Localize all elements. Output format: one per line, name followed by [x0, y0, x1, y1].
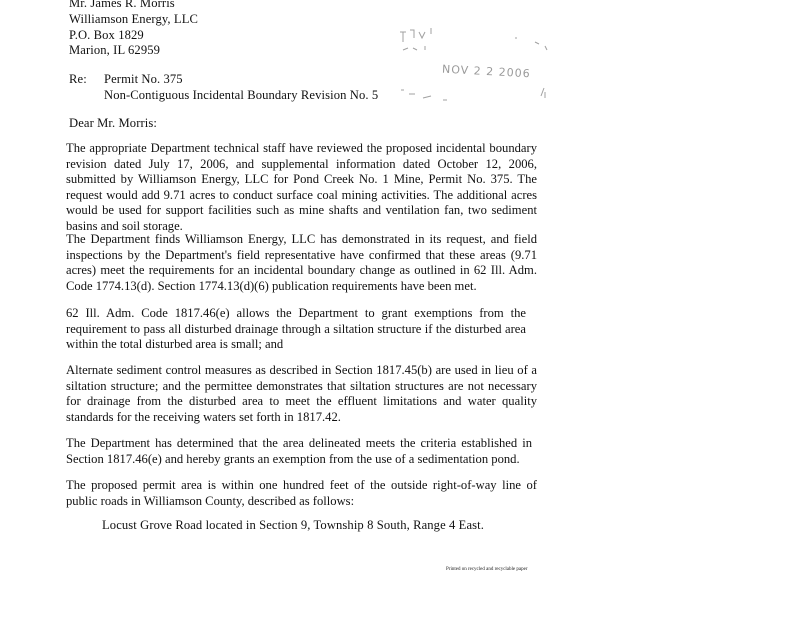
- paragraph-review: The appropriate Department technical staff have reviewed the proposed incidental boundary revision dated July 17, 2006, and supplemental information dated October 12, 2006, submitted by Williamson Energy, LLC for Pond Creek No. 1 Mine, Permit No. 375. The request would add 9.71 acres to conduct surface coal mining activities. The additional acres would be used for support facilities such as mine shafts and ventilation fan, two sediment basins and soil storage.: [66, 141, 537, 233]
- received-stamp: [395, 20, 560, 115]
- recipient-company: Williamson Energy, LLC: [69, 12, 199, 26]
- road-description: Locust Grove Road located in Section 9, Township 8 South, Range 4 East.: [102, 518, 484, 532]
- re-label: Re:: [69, 72, 87, 86]
- salutation: Dear Mr. Morris:: [69, 116, 157, 130]
- re-permit: Permit No. 375: [104, 72, 183, 86]
- paragraph-exemption-rule: 62 Ill. Adm. Code 1817.46(e) allows the Department to grant exemptions from the requirement to pass all disturbed drainage through a siltation structure if the disturbed area within the total disturbed area is small; and: [66, 306, 526, 351]
- paragraph-right-of-way: The proposed permit area is within one hundred feet of the outside right-of-way line of public roads in Williamson County, described as follows:: [66, 478, 537, 508]
- paragraph-findings: The Department finds Williamson Energy, LLC has demonstrated in its request, and field inspections by the Department's field representative have confirmed that these areas (9.71 acres) meet the requirements for an incidental boundary change as outlined in 62 Ill. Adm. Code 1774.13(d). Section 1774.13(d)(6) publication requirements have been met.: [66, 232, 537, 293]
- recipient-name: Mr. James R. Morris: [69, 0, 175, 10]
- recipient-po-box: P.O. Box 1829: [69, 28, 144, 42]
- re-subject: Non-Contiguous Incidental Boundary Revision No. 5: [104, 88, 379, 102]
- recipient-city: Marion, IL 62959: [69, 43, 161, 57]
- recycled-paper-note: Printed on recycled and recyclable paper: [446, 567, 528, 572]
- paragraph-alternate-measures: Alternate sediment control measures as described in Section 1817.45(b) are used in lieu of a siltation structure; and the permittee demonstrates that siltation structures are not necessary for drainage from the disturbed area to meet the effluent limitations and water quality standards for the receiving waters set forth in 1817.42.: [66, 363, 537, 424]
- stamp-date: NOV 2 2 2006: [441, 62, 531, 81]
- paragraph-determination: The Department has determined that the area delineated meets the criteria established in Section 1817.46(e) and hereby grants an exemption from the use of a sedimentation pond.: [66, 436, 532, 466]
